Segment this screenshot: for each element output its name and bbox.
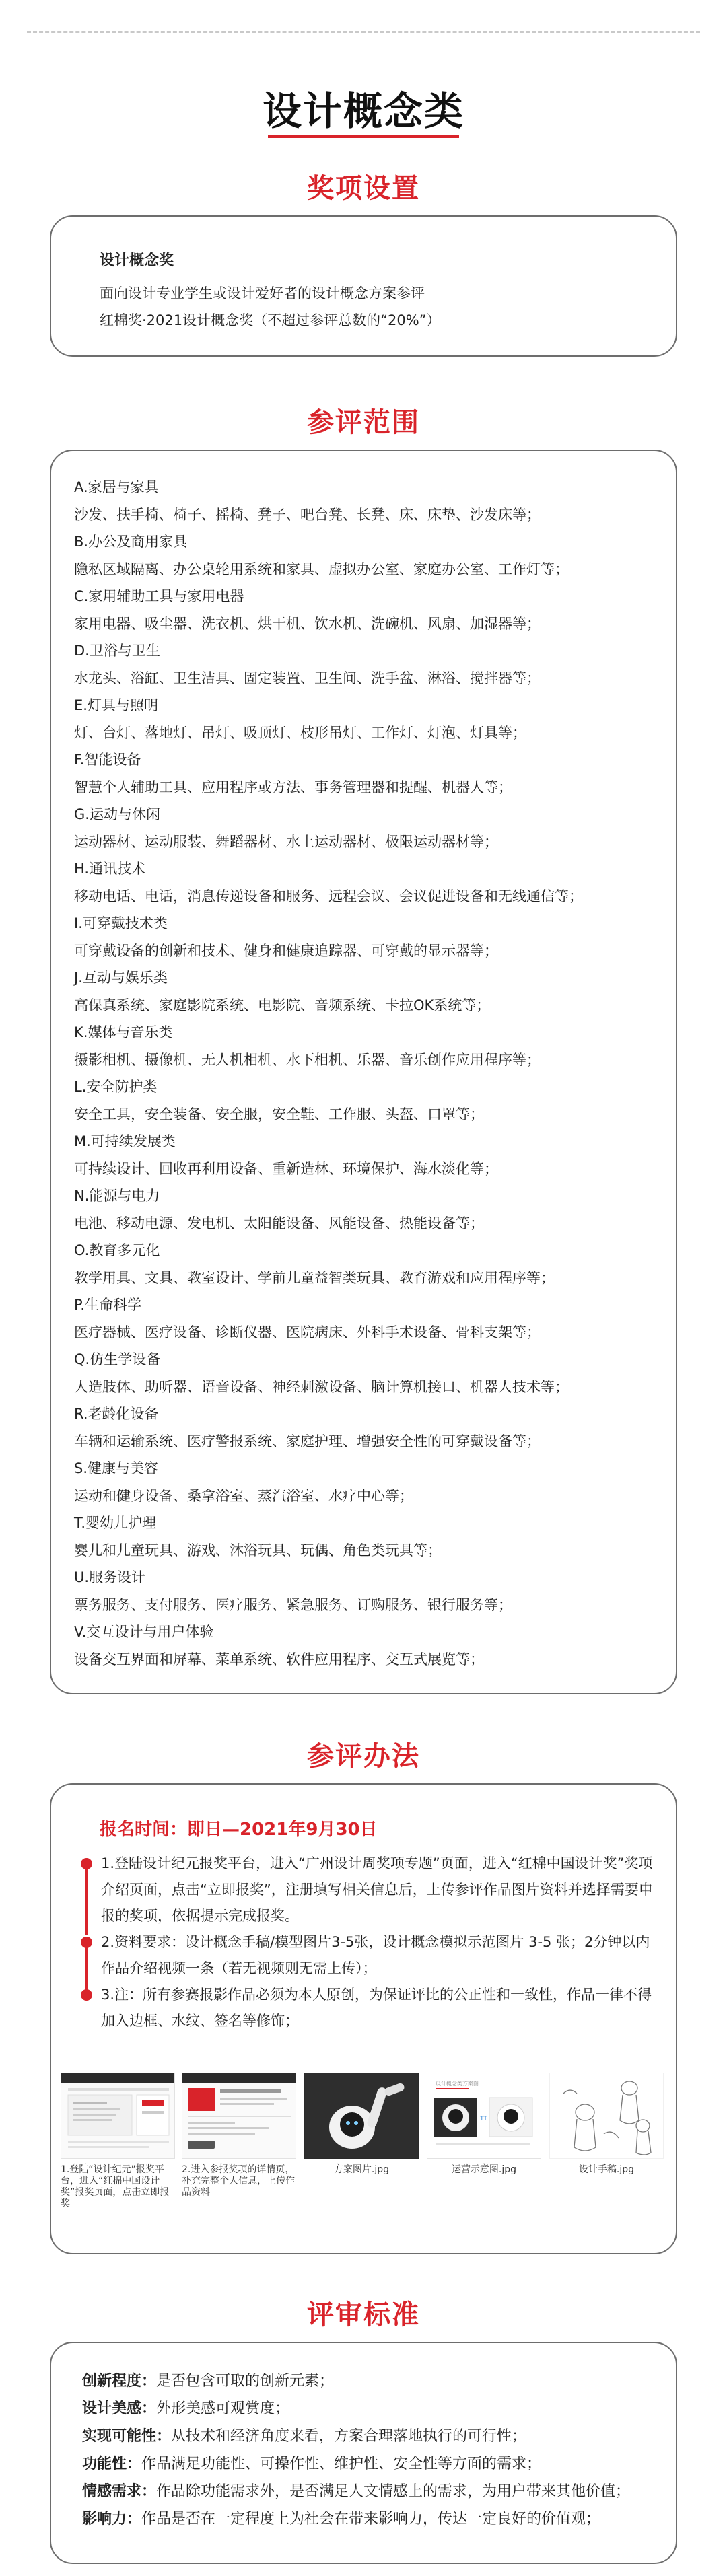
- criteria-list: [82, 2367, 630, 2533]
- criteria-item: 影响力：作品是否在一定程度上为社会在带来影响力，传达一定良好的价值观；: [82, 2511, 601, 2528]
- criteria-item: 实现可能性：从技术和经济角度来看，方案合理落地执行的可行性；: [82, 2428, 527, 2445]
- method-heading: 参评办法: [307, 1741, 420, 1772]
- detail-page-screenshot-image: [182, 2073, 296, 2159]
- scope-category: G.运动与休闲: [74, 806, 160, 822]
- step-item: [81, 1929, 653, 1982]
- scope-detail: 运动和健身设备、桑拿浴室、蒸汽浴室、水疗中心等；: [74, 1487, 413, 1504]
- steps-list: [81, 1851, 653, 2034]
- scope-detail: 人造肢体、助听器、语音设备、神经刺激设备、脑计算机接口、机器人技术等；: [74, 1378, 569, 1395]
- thumb-operation-diagram: [427, 2073, 541, 2176]
- scope-category: M.可持续发展类: [74, 1133, 176, 1149]
- hand-sketch-image: [549, 2073, 664, 2159]
- step-text: 3.注：所有参赛报影作品必须为本人原创，为保证评比的公正性和一致性，作品一律不得加入边框、水纹、签名等修饰；: [101, 1987, 652, 2029]
- scope-category: L.安全防护类: [74, 1079, 158, 1095]
- scope-detail: 灯、台灯、落地灯、吊灯、吸顶灯、枝形吊灯、工作灯、灯泡、灯具等；: [74, 724, 526, 741]
- scope-detail: 设备交互界面和屏幕、菜单系统、软件应用程序、交互式展览等；: [74, 1651, 484, 1668]
- scope-detail: 票务服务、支付服务、医疗服务、紧急服务、订购服务、银行服务等；: [74, 1596, 512, 1613]
- scope-box: [50, 450, 677, 1694]
- award-desc-1: 面向设计专业学生或设计爱好者的设计概念方案参评: [100, 285, 425, 301]
- step-connector: [85, 1868, 88, 1935]
- step-text: 2.资料要求：设计概念手稿/模型图片3-5张，设计概念模拟示范图片 3-5 张；2分钟以内作品介绍视频一条（若无视频则无需上传）；: [101, 1934, 650, 1976]
- scope-detail: 沙发、扶手椅、椅子、摇椅、凳子、吧台凳、长凳、床、床垫、沙发床等；: [74, 506, 541, 523]
- step-item: [81, 1851, 653, 1929]
- criteria-box: [50, 2342, 677, 2564]
- scope-detail: 智慧个人辅助工具、应用程序或方法、事务管理器和提醒、机器人等；: [74, 779, 512, 795]
- scope-detail: 隐私区域隔离、办公桌轮用系统和家具、虚拟办公室、家庭办公室、工作灯等；: [74, 561, 569, 577]
- scope-detail: 婴儿和儿童玩具、游戏、沐浴玩具、玩偶、角色类玩具等；: [74, 1542, 442, 1559]
- thumb-concept-image: [304, 2073, 419, 2176]
- scope-detail: 电池、移动电源、发电机、太阳能设备、风能设备、热能设备等；: [74, 1215, 484, 1231]
- scope-detail: 教学用具、文具、教室设计、学前儿童益智类玩具、教育游戏和应用程序等；: [74, 1269, 555, 1286]
- thumb-hand-sketch: [549, 2073, 664, 2176]
- scope-category: A.家居与家具: [74, 479, 159, 495]
- award-name: 设计概念奖: [100, 252, 174, 269]
- top-dashed-divider: [27, 31, 700, 33]
- method-box: [50, 1783, 677, 2254]
- criteria-item: 功能性：作品满足功能性、可操作性、维护性、安全性等方面的需求；: [82, 2456, 542, 2472]
- thumb-caption: 运营示意图.jpg: [451, 2164, 517, 2175]
- scope-category: P.生命科学: [74, 1297, 142, 1313]
- scope-detail: 运动器材、运动服装、舞蹈器材、水上运动器材、极限运动器材等；: [74, 833, 498, 850]
- thumb-platform-signup: [61, 2073, 175, 2210]
- diagram-title: 设计概念类方案图: [436, 2081, 479, 2087]
- scope-category: R.老龄化设备: [74, 1406, 159, 1422]
- scope-detail: 高保真系统、家庭影院系统、电影院、音频系统、卡拉OK系统等；: [74, 997, 491, 1013]
- scope-detail: 水龙头、浴缸、卫生洁具、固定装置、卫生间、洗手盆、淋浴、搅拌器等；: [74, 670, 541, 686]
- scope-category: V.交互设计与用户体验: [74, 1624, 214, 1640]
- scope-detail: 医疗器械、医疗设备、诊断仪器、医院病床、外科手术设备、骨科支架等；: [74, 1324, 541, 1340]
- concept-image: [304, 2073, 419, 2159]
- thumb-caption: 方案图片.jpg: [333, 2164, 390, 2175]
- scope-category: Q.仿生学设备: [74, 1351, 161, 1367]
- criteria-item: 情感需求：作品除功能需求外，是否满足人文情感上的需求，为用户带来其他价值；: [82, 2483, 631, 2500]
- thumb-caption: 设计手稿.jpg: [578, 2164, 635, 2175]
- criteria-item: 创新程度：是否包含可取的创新元素；: [82, 2373, 335, 2390]
- scope-category: K.媒体与音乐类: [74, 1024, 173, 1040]
- scope-detail: 安全工具，安全装备、安全服，安全鞋、工作服、头盔、口罩等；: [74, 1106, 484, 1122]
- step-item: [81, 1982, 653, 2034]
- scope-category: I.可穿戴技术类: [74, 915, 168, 931]
- scope-category: C.家用辅助工具与家用电器: [74, 588, 244, 604]
- scope-category: J.互动与娱乐类: [74, 970, 168, 986]
- operation-diagram-image: [427, 2073, 541, 2159]
- scope-detail: 移动电话、电话，消息传递设备和服务、远程会议、会议促进设备和无线通信等；: [74, 888, 583, 904]
- award-box: [50, 215, 677, 357]
- scope-detail: 车辆和运输系统、医疗警报系统、家庭护理、增强安全性的可穿戴设备等；: [74, 1433, 541, 1450]
- signup-deadline: 报名时间：即日—2021年9月30日: [100, 1820, 378, 1840]
- scope-category: N.能源与电力: [74, 1188, 160, 1204]
- scope-category: B.办公及商用家具: [74, 534, 188, 550]
- scope-detail: 可穿戴设备的创新和技术、健身和健康追踪器、可穿戴的显示器等；: [74, 942, 498, 959]
- scope-heading: 参评范围: [307, 407, 420, 438]
- step-text: 1.登陆设计纪元报奖平台，进入“广州设计周奖项专题”页面，进入“红棉中国设计奖”奖项介绍页面，点击“立即报奖”，注册填写相关信息后，上传参评作品图片资料并选择需要申报的奖项，依据提示完成报奖。: [101, 1855, 653, 1924]
- page-title: 设计概念类: [262, 88, 464, 134]
- title-underline: [268, 135, 459, 138]
- scope-category: O.教育多元化: [74, 1242, 160, 1258]
- thumb-caption: 2.进入参报奖项的详情页，补充完整个人信息，上传作品资料: [182, 2164, 295, 2198]
- scope-list: [74, 474, 660, 1673]
- scope-detail: 可持续设计、回收再利用设备、重新造林、环境保护、海水淡化等；: [74, 1160, 498, 1177]
- scope-detail: 家用电器、吸尘器、洗衣机、烘干机、饮水机、洗碗机、风扇、加湿器等；: [74, 615, 541, 632]
- scope-category: E.灯具与照明: [74, 697, 158, 713]
- scope-category: D.卫浴与卫生: [74, 643, 160, 659]
- scope-category: U.服务设计: [74, 1569, 146, 1585]
- thumb-caption: 1.登陆“设计纪元”报奖平台，进入“红棉中国设计奖”报奖页面，点击立即报奖: [61, 2164, 170, 2209]
- scope-category: S.健康与美容: [74, 1460, 159, 1476]
- diagram-tag: TT: [480, 2116, 487, 2122]
- criteria-item: 设计美感：外形美感可观赏度；: [82, 2400, 290, 2417]
- scope-category: H.通讯技术: [74, 861, 146, 877]
- example-thumbnails: [61, 2073, 666, 2207]
- scope-detail: 摄影相机、摄像机、无人机相机、水下相机、乐器、音乐创作应用程序等；: [74, 1051, 541, 1068]
- step-bullet: [81, 1989, 92, 2001]
- scope-category: F.智能设备: [74, 752, 141, 768]
- criteria-heading: 评审标准: [307, 2299, 420, 2330]
- award-desc-2: 红棉奖·2021设计概念奖（不超过参评总数的“20%”）: [100, 312, 441, 328]
- platform-screenshot-image: [61, 2073, 175, 2159]
- award-heading: 奖项设置: [307, 173, 420, 204]
- thumb-award-detail: [182, 2073, 296, 2198]
- scope-category: T.婴幼儿护理: [74, 1515, 157, 1531]
